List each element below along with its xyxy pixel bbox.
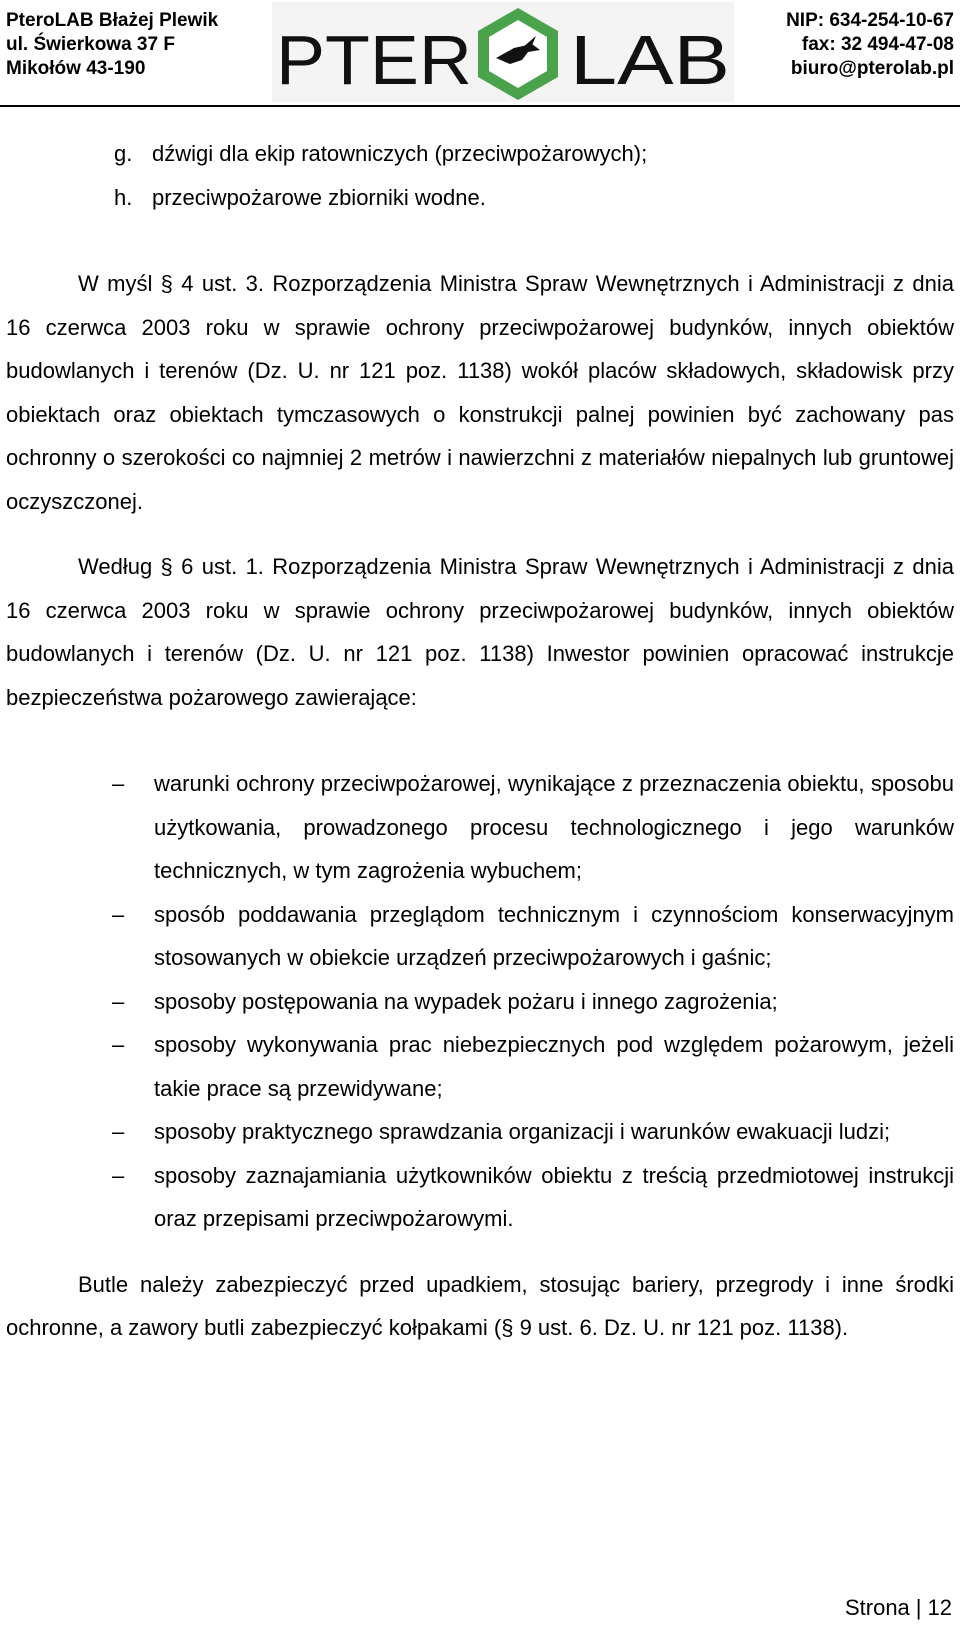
list-item <box>6 762 954 893</box>
list-item-text: przeciwpożarowe zbiorniki wodne. <box>152 184 486 210</box>
page-label: Strona <box>844 1595 910 1620</box>
dash-marker: – <box>112 771 125 796</box>
fax-number: fax: 32 494-47-08 <box>801 34 954 55</box>
company-street: ul. Świerkowa 37 F <box>6 34 175 55</box>
list-item-text: sposoby zaznajamiania użytkowników obiektu z treścią przedmiotowej instrukcji oraz przepisami przeciwpożarowymi. <box>154 1162 954 1231</box>
email-address: biuro@pterolab.pl <box>790 58 954 79</box>
contact-info <box>786 9 954 81</box>
document-body <box>6 132 954 1350</box>
dash-list <box>6 762 954 1241</box>
page-separator: | <box>915 1595 922 1620</box>
dash-marker: – <box>112 1162 125 1188</box>
dash-marker: – <box>112 1032 125 1057</box>
list-item-text: sposoby wykonywania prac niebezpiecznych pod względem pożarowym, jeżeli takie prace są przewidywane; <box>154 1032 954 1101</box>
list-item-text: sposoby praktycznego sprawdzania organizacji i warunków ewakuacji ludzi; <box>154 1119 891 1144</box>
page-footer <box>845 1594 952 1622</box>
list-item <box>6 1110 954 1154</box>
logo-text-right: LAB <box>570 21 730 99</box>
list-item <box>114 176 954 220</box>
list-letter: g. <box>114 141 133 166</box>
list-item <box>6 1023 954 1110</box>
company-name: PteroLAB Błażej Plewik <box>6 10 219 31</box>
paragraph-protective-strip: W myśl § 4 ust. 3. Rozporządzenia Ministra Spraw Wewnętrznych i Administracji z dnia 16 czerwca 2003 roku w sprawie ochrony przeciwpożarowej budynków, innych obiektów budowlanych i terenów (Dz. U. nr 121 poz. 1138) wokół placów składowych, składowisk przy obiektach oraz obiektach tymczasowych o konstrukcji palnej powinien być zachowany pas ochronny o szerokości co najmniej 2 metrów i nawierzchni z materiałów niepalnych lub gruntowej oczyszczonej. <box>6 271 954 514</box>
list-item-text: dźwigi dla ekip ratowniczych (przeciwpożarowych); <box>152 141 648 166</box>
list-item-text: warunki ochrony przeciwpożarowej, wynikające z przeznaczenia obiektu, sposobu użytkowania, prowadzonego procesu technologicznego i jego warunków technicznych, w tym zagrożenia wybuchem; <box>154 771 954 883</box>
paragraph-fire-instructions: Według § 6 ust. 1. Rozporządzenia Ministra Spraw Wewnętrznych i Administracji z dnia 16 czerwca 2003 roku w sprawie ochrony przeciwpożarowej budynków, innych obiektów budowlanych i terenów (Dz. U. nr 121 poz. 1138) Inwestor powinien opracować instrukcje bezpieczeństwa pożarowego zawierające: <box>6 554 954 710</box>
lettered-list <box>6 132 954 219</box>
header-divider <box>0 105 960 107</box>
dash-marker: – <box>112 901 125 927</box>
list-letter: h. <box>114 184 133 210</box>
paragraph-gas-cylinders: Butle należy zabezpieczyć przed upadkiem, stosując bariery, przegrody i inne środki ochronne, a zawory butli zabezpieczyć kołpakami (§ 9 ust. 6. Dz. U. nr 121 poz. 1138). <box>6 1271 954 1340</box>
list-item <box>114 132 954 176</box>
pterolab-logo <box>272 2 734 102</box>
company-info <box>6 9 218 81</box>
list-item <box>6 893 954 980</box>
list-item-text: sposób poddawania przeglądom technicznym i czynnościom konserwacyjnym stosowanych w obiekcie urządzeń przeciwpożarowych i gaśnic; <box>154 901 954 970</box>
page-header <box>0 0 960 108</box>
dash-marker: – <box>112 988 125 1014</box>
list-item <box>6 980 954 1024</box>
company-city: Mikołów 43-190 <box>6 58 146 79</box>
list-item-text: sposoby postępowania na wypadek pożaru i innego zagrożenia; <box>154 988 778 1014</box>
dash-marker: – <box>112 1119 125 1144</box>
nip-number: NIP: 634-254-10-67 <box>786 10 954 31</box>
logo-text-left: PTER <box>276 21 472 99</box>
page-number: 12 <box>927 1595 952 1620</box>
list-item <box>6 1154 954 1241</box>
